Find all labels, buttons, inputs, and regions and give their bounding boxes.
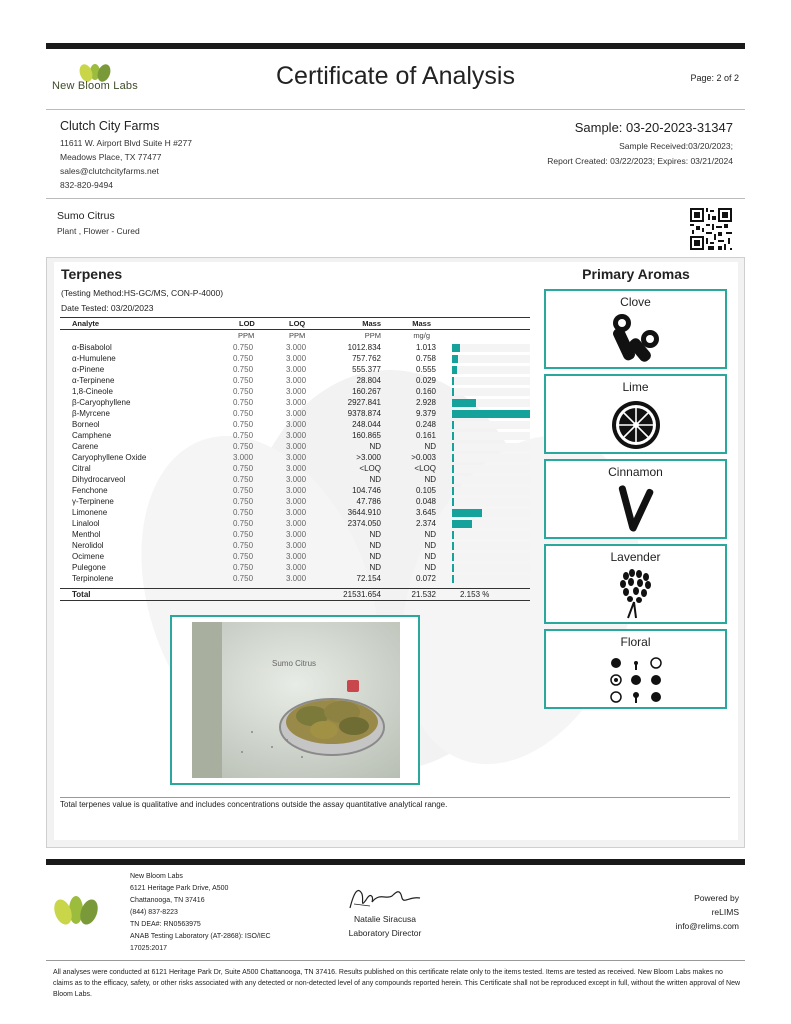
aroma-card-lavender [544, 544, 727, 624]
unit-mass-mg: mg/g [413, 331, 430, 340]
mass-ppm-value: ND [369, 475, 381, 484]
total-label: Total [72, 590, 91, 599]
lab-dea: TN DEA#: RN0563975 [130, 921, 201, 928]
analyte-name: Camphene [72, 431, 112, 440]
concentration-bar [452, 344, 460, 352]
concentration-bar [452, 509, 482, 517]
table-row [60, 420, 530, 431]
concentration-bar [452, 421, 454, 429]
table-row [60, 508, 530, 519]
concentration-bar [452, 432, 454, 440]
mass-ppm-value: 9378.874 [347, 409, 381, 418]
bar-track [452, 476, 530, 484]
loq-value: 3.000 [286, 497, 307, 506]
table-row [60, 541, 530, 552]
bar-track [452, 553, 530, 561]
unit-lod: PPM [238, 331, 255, 340]
lod-value: 0.750 [233, 541, 254, 550]
lab-logo-text: New Bloom Labs [52, 80, 138, 92]
powered-by-email[interactable]: info@relims.com [675, 921, 739, 931]
client-name: Clutch City Farms [60, 119, 160, 133]
analyte-name: α-Bisabolol [72, 343, 112, 352]
analyte-name: Ocimene [72, 552, 105, 561]
header-mass-mg: Mass [412, 319, 431, 328]
mass-ppm-value: 1012.834 [347, 343, 381, 352]
concentration-bar [452, 476, 454, 484]
lod-value: 0.750 [233, 343, 254, 352]
aroma-name: Lime [622, 380, 649, 394]
aroma-name: Cinnamon [608, 465, 663, 479]
mass-mg-value: ND [424, 530, 436, 539]
mass-mg-value: 2.374 [415, 519, 436, 528]
analyte-name: β-Caryophyllene [72, 398, 131, 407]
mass-mg-value: <LOQ [414, 464, 436, 473]
page-title: Certificate of Analysis [276, 62, 515, 90]
concentration-bar [452, 388, 454, 396]
mass-mg-value: 0.555 [415, 365, 436, 374]
client-phone: 832-820-9494 [60, 180, 113, 190]
lod-value: 0.750 [233, 508, 254, 517]
mass-ppm-value: 2374.050 [347, 519, 381, 528]
mass-mg-value: 0.029 [415, 376, 436, 385]
bar-track [452, 432, 530, 440]
aroma-card-lime [544, 374, 727, 454]
sample-id: Sample: 03-20-2023-31347 [574, 120, 733, 135]
terpenes-title: Terpenes [61, 266, 123, 282]
table-row [60, 376, 530, 387]
bar-track [452, 531, 530, 539]
bar-track [452, 575, 530, 583]
mass-ppm-value: ND [369, 541, 381, 550]
mass-ppm-value: ND [369, 530, 381, 539]
loq-value: 3.000 [286, 376, 307, 385]
concentration-bar [452, 366, 457, 374]
table-row [60, 409, 530, 420]
header-mass-ppm: Mass [362, 319, 381, 328]
concentration-bar [452, 531, 454, 539]
mass-mg-value: 0.248 [415, 420, 436, 429]
lod-value: 0.750 [233, 574, 254, 583]
bar-track [452, 388, 530, 396]
lod-value: 3.000 [233, 453, 254, 462]
analyte-name: Caryophyllene Oxide [72, 453, 147, 462]
loq-value: 3.000 [286, 574, 307, 583]
loq-value: 3.000 [286, 420, 307, 429]
lavender-icon [606, 566, 666, 620]
table-row [60, 486, 530, 497]
bar-track [452, 366, 530, 374]
mass-mg-value: 0.048 [415, 497, 436, 506]
lod-value: 0.750 [233, 365, 254, 374]
table-row [60, 354, 530, 365]
concentration-bar [452, 355, 458, 363]
mass-ppm-value: 555.377 [352, 365, 381, 374]
concentration-bar [452, 498, 454, 506]
table-row [60, 453, 530, 464]
loq-value: 3.000 [286, 486, 307, 495]
header-analyte: Analyte [72, 319, 100, 328]
loq-value: 3.000 [286, 519, 307, 528]
loq-value: 3.000 [286, 343, 307, 352]
signature-icon [340, 882, 430, 914]
table-row [60, 574, 530, 585]
loq-value: 3.000 [286, 409, 307, 418]
mass-mg-value: ND [424, 563, 436, 572]
bar-track [452, 465, 530, 473]
concentration-bar [452, 454, 454, 462]
mass-mg-value: 0.160 [415, 387, 436, 396]
mass-ppm-value: ND [369, 442, 381, 451]
mass-ppm-value: ND [369, 552, 381, 561]
mass-mg-value: 9.379 [415, 409, 436, 418]
concentration-bar [452, 399, 476, 407]
concentration-bar [452, 443, 454, 451]
sample-received: Sample Received:03/20/2023; [619, 141, 733, 151]
page-number: Page: 2 of 2 [690, 73, 739, 83]
divider [46, 960, 745, 961]
mass-ppm-value: 3644.910 [347, 508, 381, 517]
loq-value: 3.000 [286, 453, 307, 462]
total-percent: 2.153 % [460, 590, 490, 599]
aroma-name: Lavender [610, 550, 661, 564]
lod-value: 0.750 [233, 497, 254, 506]
units-row [60, 331, 530, 341]
lab-address-line: 6121 Heritage Park Drive, A500 [130, 885, 229, 892]
loq-value: 3.000 [286, 354, 307, 363]
table-row [60, 552, 530, 563]
mass-ppm-value: 248.044 [352, 420, 381, 429]
mass-mg-value: 0.072 [415, 574, 436, 583]
bar-track [452, 542, 530, 550]
disclaimer: All analyses were conducted at 6121 Heritage Park Dr, Suite A500 Chattanooga, TN 37416. Results published on this certificate relate only to the items tested. Items are tested as received. New Bloom Labs makes no claims as to the efficacy, safety, or other risks associated with any detected or non-detected level of any compounds reported herein. This Certificate shall not be reproduced except in full, without the written approval of New Bloom Labs. [53, 969, 741, 998]
lod-value: 0.750 [233, 420, 254, 429]
client-email: sales@clutchcityfarms.net [60, 166, 159, 176]
lod-value: 0.750 [233, 387, 254, 396]
table-row [60, 387, 530, 398]
total-mg: 21.532 [411, 590, 436, 599]
table-row [60, 563, 530, 574]
date-tested: Date Tested: 03/20/2023 [61, 303, 154, 313]
divider [60, 600, 530, 601]
photo-label-text: Sumo Citrus [272, 659, 317, 668]
mass-ppm-value: 160.865 [352, 431, 381, 440]
analyte-name: α-Terpinene [72, 376, 115, 385]
table-row [60, 431, 530, 442]
concentration-bar [452, 553, 454, 561]
bar-track [452, 377, 530, 385]
bar-track [452, 443, 530, 451]
mass-mg-value: ND [424, 541, 436, 550]
concentration-bar [452, 564, 454, 572]
total-ppm: 21531.654 [343, 590, 381, 599]
lime-icon [606, 396, 666, 450]
table-row [60, 464, 530, 475]
lab-accreditation: ANAB Testing Laboratory (AT-2868): ISO/IEC [130, 933, 271, 940]
report-dates: Report Created: 03/22/2023; Expires: 03/21/2024 [547, 156, 733, 166]
lab-address-line: Chattanooga, TN 37416 [130, 897, 205, 904]
divider [46, 109, 745, 110]
lab-accreditation: 17025:2017 [130, 945, 167, 952]
table-header [60, 317, 530, 330]
mass-ppm-value: 2927.841 [347, 398, 381, 407]
concentration-bar [452, 377, 454, 385]
analyte-name: β-Myrcene [72, 409, 110, 418]
lod-value: 0.750 [233, 464, 254, 473]
analyte-name: α-Pinene [72, 365, 105, 374]
aroma-name: Clove [620, 295, 651, 309]
mass-mg-value: 0.758 [415, 354, 436, 363]
analyte-name: Pulegone [72, 563, 106, 572]
unit-loq: PPM [289, 331, 306, 340]
mass-ppm-value: 160.267 [352, 387, 381, 396]
mass-mg-value: ND [424, 552, 436, 561]
table-row [60, 519, 530, 530]
bottom-rule [46, 859, 745, 865]
mass-ppm-value: ND [369, 563, 381, 572]
mass-ppm-value: 72.154 [356, 574, 381, 583]
lod-value: 0.750 [233, 552, 254, 561]
mass-ppm-value: 757.762 [352, 354, 381, 363]
lod-value: 0.750 [233, 409, 254, 418]
bar-track [452, 498, 530, 506]
header-lod: LOD [239, 319, 255, 328]
analyte-name: Dihydrocarveol [72, 475, 126, 484]
product-name: Sumo Citrus [57, 210, 115, 222]
lod-value: 0.750 [233, 376, 254, 385]
lod-value: 0.750 [233, 354, 254, 363]
concentration-bar [452, 520, 472, 528]
lod-value: 0.750 [233, 475, 254, 484]
mass-mg-value: ND [424, 475, 436, 484]
lod-value: 0.750 [233, 563, 254, 572]
mass-ppm-value: 28.804 [356, 376, 381, 385]
floral-icon [606, 651, 666, 705]
lod-value: 0.750 [233, 398, 254, 407]
analyte-name: Menthol [72, 530, 101, 539]
mass-ppm-value: 47.786 [356, 497, 381, 506]
lod-value: 0.750 [233, 431, 254, 440]
table-row [60, 497, 530, 508]
loq-value: 3.000 [286, 464, 307, 473]
analyte-name: α-Humulene [72, 354, 116, 363]
loq-value: 3.000 [286, 431, 307, 440]
table-row [60, 475, 530, 486]
qr-code-icon[interactable] [690, 208, 732, 250]
aroma-card-floral [544, 629, 727, 709]
loq-value: 3.000 [286, 563, 307, 572]
mass-mg-value: >0.003 [411, 453, 436, 462]
table-row [60, 343, 530, 354]
bar-track [452, 421, 530, 429]
mass-mg-value: 3.645 [415, 508, 436, 517]
mass-ppm-value: 104.746 [352, 486, 381, 495]
client-address-line: 11611 W. Airport Blvd Suite H #277 [60, 138, 192, 148]
bar-track [452, 487, 530, 495]
sample-photo [192, 622, 400, 778]
loq-value: 3.000 [286, 365, 307, 374]
clove-icon [606, 311, 666, 365]
loq-value: 3.000 [286, 398, 307, 407]
powered-by-brand: reLIMS [711, 907, 739, 917]
mass-ppm-value: >3.000 [356, 453, 381, 462]
powered-by-text: Powered by [694, 893, 739, 903]
unit-mass-ppm: PPM [364, 331, 381, 340]
mass-ppm-value: <LOQ [359, 464, 381, 473]
table-row [60, 530, 530, 541]
aroma-name: Floral [620, 635, 651, 649]
mass-mg-value: 1.013 [415, 343, 436, 352]
aromas-title: Primary Aromas [582, 266, 690, 282]
lod-value: 0.750 [233, 519, 254, 528]
divider [60, 797, 730, 798]
loq-value: 3.000 [286, 442, 307, 451]
mass-mg-value: 0.105 [415, 486, 436, 495]
analyte-name: Citral [72, 464, 91, 473]
lab-phone: (844) 837-8223 [130, 909, 178, 916]
analyte-name: Carene [72, 442, 99, 451]
loq-value: 3.000 [286, 475, 307, 484]
analyte-name: Borneol [72, 420, 100, 429]
aroma-card-clove [544, 289, 727, 369]
analyte-name: Linalool [72, 519, 100, 528]
analyte-name: Terpinolene [72, 574, 114, 583]
bar-track [452, 344, 530, 352]
concentration-bar [452, 542, 454, 550]
testing-method: (Testing Method:HS-GC/MS, CON-P-4000) [61, 288, 224, 298]
analyte-name: Fenchone [72, 486, 108, 495]
top-rule [46, 43, 745, 49]
divider [46, 198, 745, 199]
signer-name: Natalie Siracusa [354, 914, 416, 924]
mass-mg-value: 2.928 [415, 398, 436, 407]
cinnamon-icon [606, 481, 666, 535]
loq-value: 3.000 [286, 387, 307, 396]
lod-value: 0.750 [233, 530, 254, 539]
aroma-card-cinnamon [544, 459, 727, 539]
footer-logo-icon [50, 892, 102, 928]
client-address-line: Meadows Place, TX 77477 [60, 152, 162, 162]
bar-track [452, 454, 530, 462]
analyte-name: 1,8-Cineole [72, 387, 113, 396]
table-row [60, 365, 530, 376]
bar-track [452, 564, 530, 572]
loq-value: 3.000 [286, 508, 307, 517]
lab-address-line: New Bloom Labs [130, 873, 183, 880]
bar-track [452, 355, 530, 363]
mass-mg-value: 0.161 [415, 431, 436, 440]
mass-mg-value: ND [424, 442, 436, 451]
table-row [60, 398, 530, 409]
product-type: Plant , Flower - Cured [57, 226, 140, 236]
header-loq: LOQ [289, 319, 306, 328]
lod-value: 0.750 [233, 486, 254, 495]
analyte-name: γ-Terpinene [72, 497, 114, 506]
loq-value: 3.000 [286, 552, 307, 561]
analyte-name: Nerolidol [72, 541, 104, 550]
terpenes-note: Total terpenes value is qualitative and includes concentrations outside the assay quantitative analytical range. [60, 800, 448, 809]
loq-value: 3.000 [286, 541, 307, 550]
concentration-bar [452, 465, 454, 473]
concentration-bar [452, 487, 454, 495]
concentration-bar [452, 575, 454, 583]
loq-value: 3.000 [286, 530, 307, 539]
table-row [60, 442, 530, 453]
lod-value: 0.750 [233, 442, 254, 451]
analyte-name: Limonene [72, 508, 108, 517]
concentration-bar [452, 410, 530, 418]
signer-title: Laboratory Director [348, 928, 422, 938]
